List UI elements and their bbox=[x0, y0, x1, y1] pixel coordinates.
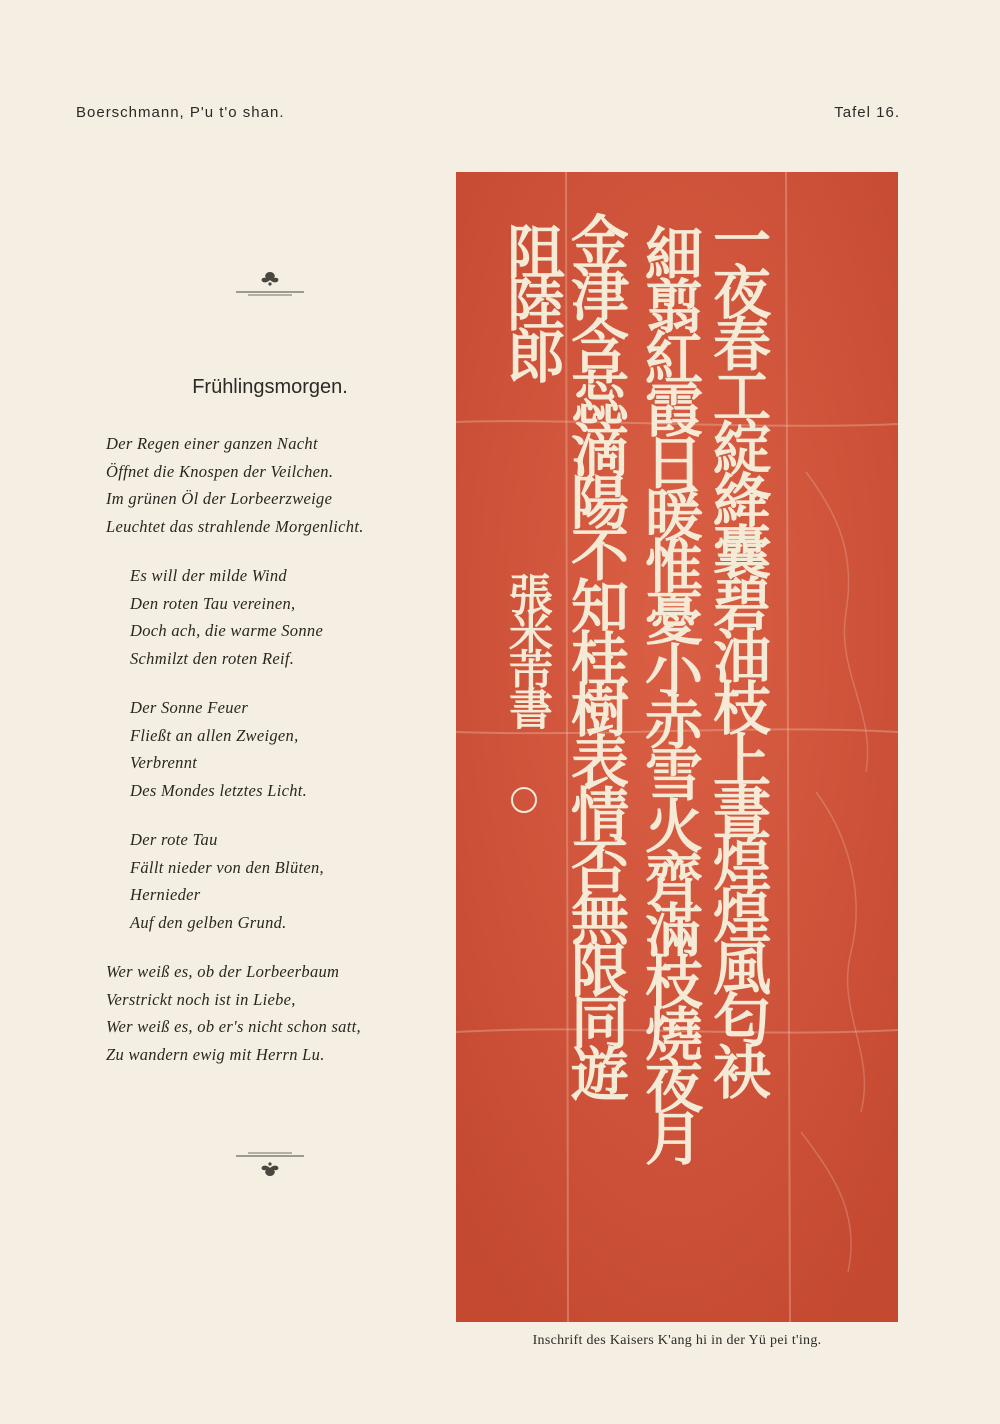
poem-line: Verstrickt noch ist in Liebe, bbox=[106, 989, 296, 1009]
plate-caption: Inschrift des Kaisers K'ang hi in der Yü pei t'ing. bbox=[532, 1333, 822, 1348]
poem-line: Zu wandern ewig mit Herrn Lu. bbox=[106, 1044, 325, 1064]
poem-line: Wer weiß es, ob er's nicht schon satt, bbox=[106, 1017, 361, 1036]
poem-line: Den roten Tau vereinen, bbox=[130, 593, 296, 613]
poem-line: Des Mondes letztes Licht. bbox=[130, 780, 308, 800]
inscription-signature: 張米芾書 bbox=[501, 572, 552, 724]
stone-inscription-rubbing bbox=[456, 172, 898, 1322]
running-header-left: Boerschmann, P'u t'o shan. bbox=[76, 104, 285, 121]
poem-line: Leuchtet das strahlende Morgenlicht. bbox=[106, 516, 364, 536]
poem-line: Fließt an allen Zweigen, bbox=[130, 725, 299, 745]
poem-line: Fällt nieder von den Blüten, bbox=[130, 857, 324, 877]
stanza-1 bbox=[106, 430, 436, 540]
fleuron-ornament-bottom bbox=[230, 1150, 310, 1180]
inscription-column-3: 金津含蕊滴陽不知桂樹表情否無限同遊 bbox=[561, 212, 629, 1096]
poem-line: Doch ach, die warme Sonne bbox=[130, 621, 324, 640]
stanza-2 bbox=[106, 562, 436, 672]
poem-line: Hernieder bbox=[130, 885, 201, 904]
poem-line: Verbrennt bbox=[130, 753, 198, 772]
stanza-5 bbox=[106, 958, 436, 1068]
poem-line: Der rote Tau bbox=[130, 830, 218, 849]
stanza-4 bbox=[106, 826, 436, 936]
inscription-column-4: 阻陸郎 bbox=[497, 222, 565, 378]
poem-line: Im grünen Öl der Lorbeerzweige bbox=[106, 489, 333, 508]
poem-line: Öffnet die Knospen der Veilchen. bbox=[106, 461, 334, 481]
poem-line: Wer weiß es, ob der Lorbeerbaum bbox=[106, 962, 340, 981]
poem-line: Der Regen einer ganzen Nacht bbox=[106, 434, 318, 453]
fleuron-ornament-top bbox=[230, 268, 310, 298]
inscription-column-1: 一夜春工綻絳囊碧油枝上晝煌煌風匂袂 bbox=[703, 210, 771, 1094]
stanza-3 bbox=[106, 694, 436, 804]
poem bbox=[106, 430, 436, 1090]
poem-line: Auf den gelben Grund. bbox=[130, 912, 287, 932]
inscription-column-2: 細翦紅霞日暖惟憂小赤雪火齊滿枝燒夜月 bbox=[635, 224, 703, 1160]
poem-line: Es will der milde Wind bbox=[130, 566, 287, 585]
running-header-right: Tafel 16. bbox=[834, 104, 900, 121]
poem-line: Der Sonne Feuer bbox=[130, 698, 249, 717]
poem-title: Frühlingsmorgen. bbox=[192, 376, 348, 398]
poem-line: Schmilzt den roten Reif. bbox=[130, 648, 295, 668]
